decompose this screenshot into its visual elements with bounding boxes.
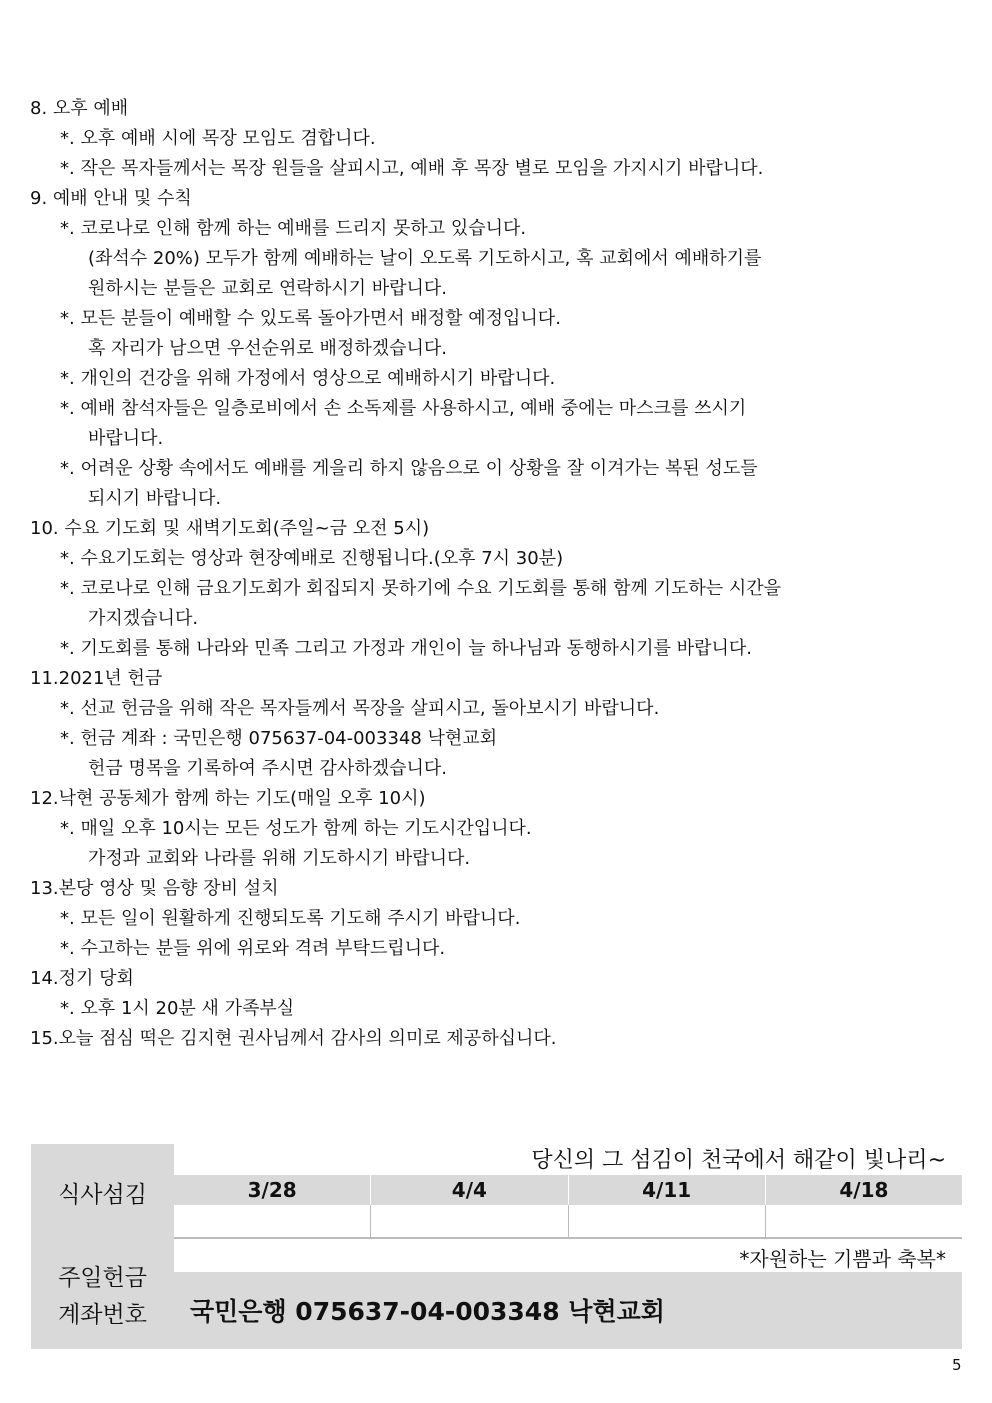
server-cell: [371, 1205, 568, 1238]
page-number: 5: [952, 1356, 962, 1374]
meal-server-row: [174, 1205, 962, 1238]
announcement-line: *. 수고하는 분들 위에 위로와 격려 부탁드립니다.: [60, 938, 446, 959]
date-header-row: [174, 1175, 962, 1205]
announcement-line: *. 코로나로 인해 함께 하는 예배를 드리지 못하고 있습니다.: [60, 218, 527, 239]
announcement-line: 가정과 교회와 나라를 위해 기도하시기 바랍니다.: [88, 848, 471, 869]
section-heading: 10. 수요 기도회 및 새벽기도회(주일~금 오전 5시): [30, 518, 430, 539]
announcement-line: 가지겠습니다.: [88, 608, 199, 629]
announcements: [30, 94, 960, 1054]
announcement-line: *. 모든 분들이 예배할 수 있도록 돌아가면서 배정할 예정입니다.: [60, 308, 561, 329]
section-heading: 8. 오후 예배: [30, 98, 129, 119]
date-cell: 4/4: [371, 1175, 568, 1205]
announcement-line: *. 코로나로 인해 금요기도회가 회집되지 못하기에 수요 기도회를 통해 함께 기도하는 시간을: [60, 578, 782, 599]
date-cell: 4/11: [569, 1175, 766, 1205]
announcement-line: 헌금 명목을 기록하여 주시면 감사하겠습니다.: [88, 758, 447, 779]
server-cell: [174, 1205, 371, 1238]
section-heading: 11.2021년 헌금: [30, 668, 163, 689]
date-cell: 3/28: [174, 1175, 371, 1205]
announcement-line: 바랍니다.: [88, 428, 164, 449]
server-cell: [766, 1205, 962, 1238]
footer-label-column: [31, 1144, 174, 1349]
offering-note: *자원하는 기쁨과 축복*: [174, 1238, 962, 1273]
account-label: 계좌번호: [58, 1302, 147, 1328]
section-heading: 14.정기 당회: [30, 968, 134, 989]
section-heading: 12.낙현 공동체가 함께 하는 기도(매일 오후 10시): [30, 788, 426, 809]
announcement-line: *. 어려운 상황 속에서도 예배를 게을리 하지 않음으로 이 상황을 잘 이겨가는 복된 성도들: [60, 458, 758, 479]
announcement-line: *. 기도회를 통해 나라와 민족 그리고 가정과 개인이 늘 하나님과 동행하시기를 바랍니다.: [60, 638, 752, 659]
date-cell: 4/18: [839, 1178, 889, 1202]
service-footer-table: [31, 1144, 962, 1349]
account-number: 국민은행 075637-04-003348 낙현교회: [190, 1297, 665, 1326]
announcement-line: *. 모든 일이 원활하게 진행되도록 기도해 주시기 바랍니다.: [60, 908, 521, 929]
announcement-line: *. 수요기도회는 영상과 현장예배로 진행됩니다.(오후 7시 30분): [60, 548, 564, 569]
announcement-line: *. 오후 예배 시에 목장 모임도 겸합니다.: [60, 128, 376, 149]
section-heading: 9. 예배 안내 및 수칙: [30, 188, 192, 209]
announcement-line: (좌석수 20%) 모두가 함께 예배하는 날이 오도록 기도하시고, 혹 교회에서 예배하기를: [88, 248, 762, 269]
announcement-line: *. 오후 1시 20분 새 가족부실: [60, 998, 295, 1019]
slogan: 당신의 그 섬김이 천국에서 해같이 빛나리~: [531, 1148, 946, 1173]
offering-label: 주일헌금: [58, 1265, 147, 1291]
announcement-line: *. 예배 참석자들은 일층로비에서 손 소독제를 사용하시고, 예배 중에는 마스크를 쓰시기: [60, 398, 747, 419]
section-heading: 13.본당 영상 및 음향 장비 설치: [30, 878, 279, 899]
account-box: [174, 1272, 962, 1349]
server-cell: [569, 1205, 766, 1238]
announcement-line: 원하시는 분들은 교회로 연락하시기 바랍니다.: [88, 278, 447, 299]
meal-service-label: 식사섬김: [58, 1182, 147, 1208]
announcement-line: 혹 자리가 남으면 우선순위로 배정하겠습니다.: [88, 338, 447, 359]
section-heading: 15.오늘 점심 떡은 김지현 권사님께서 감사의 의미로 제공하십니다.: [30, 1028, 557, 1049]
announcement-line: *. 개인의 건강을 위해 가정에서 영상으로 예배하시기 바랍니다.: [60, 368, 556, 389]
announcement-line: *. 선교 헌금을 위해 작은 목자들께서 목장을 살피시고, 돌아보시기 바랍니다.: [60, 698, 660, 719]
announcement-line: *. 헌금 계좌 : 국민은행 075637-04-003348 낙현교회: [60, 728, 498, 749]
announcement-line: 되시기 바랍니다.: [88, 488, 222, 509]
announcement-line: *. 작은 목자들께서는 목장 원들을 살피시고, 예배 후 목장 별로 모임을 가지시기 바랍니다.: [60, 158, 764, 179]
announcement-line: *. 매일 오후 10시는 모든 성도가 함께 하는 기도시간입니다.: [60, 818, 532, 839]
